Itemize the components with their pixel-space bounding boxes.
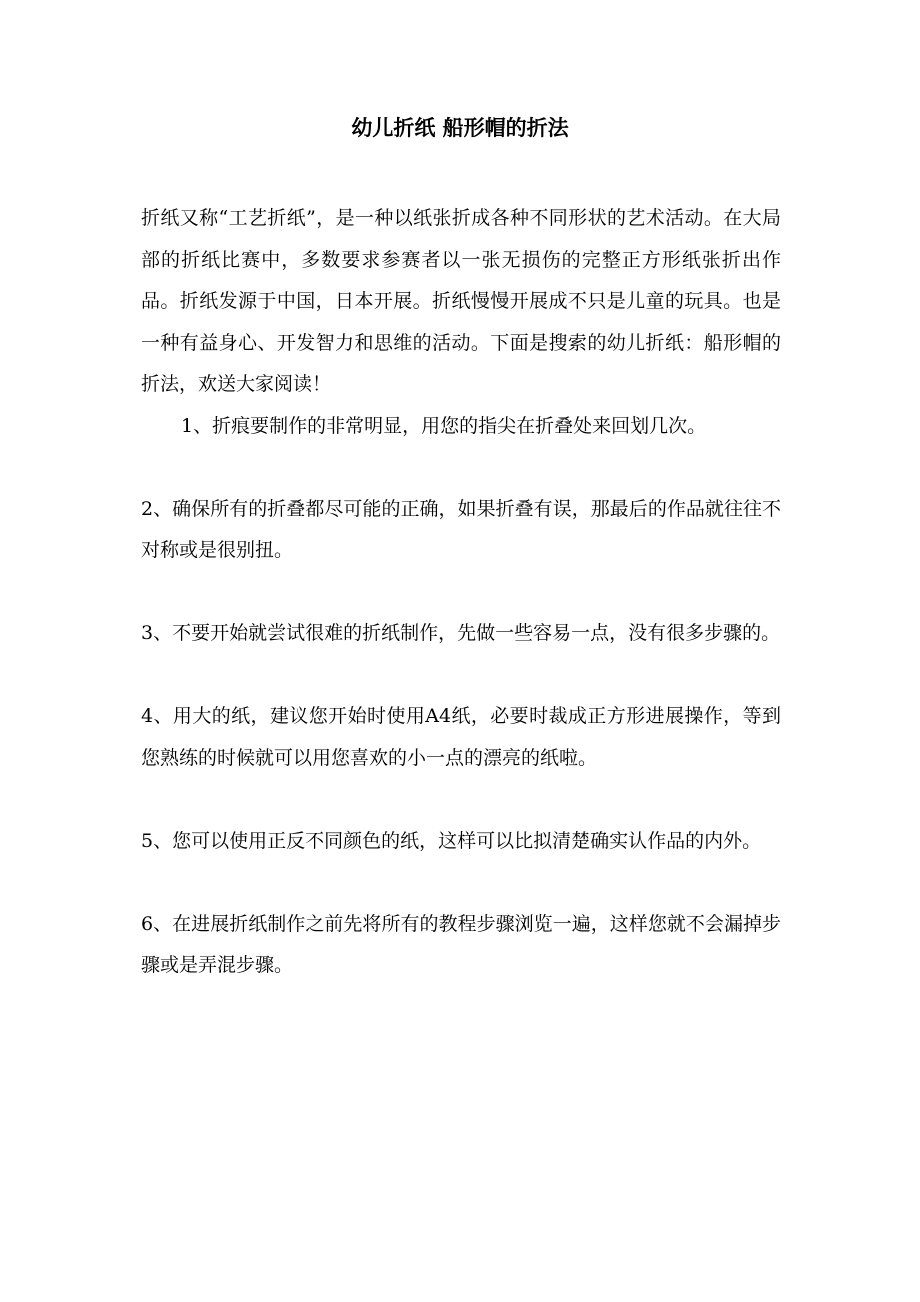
tip-paragraph-4: 4、用大的纸，建议您开始时使用A4纸，必要时裁成正方形进展操作，等到您熟练的时候就可以用您喜欢的小一点的漂亮的纸啦。 (141, 705, 781, 769)
paragraph-spacer (141, 655, 781, 697)
document-body (141, 198, 781, 987)
paragraph-spacer (141, 862, 781, 904)
tip-paragraph-1: 1、折痕要制作的非常明显，用您的指尖在折叠处来回划几次。 (181, 414, 707, 437)
tip-paragraph-6: 6、在进展折纸制作之前先将所有的教程步骤浏览一遍，这样您就不会漏掉步骤或是弄混步骤。 (141, 912, 781, 976)
tip-paragraph-3: 3、不要开始就尝试很难的折纸制作，先做一些容易一点，没有很多步骤的。 (141, 622, 781, 644)
intro-paragraph: 折纸又称“工艺折纸”，是一种以纸张折成各种不同形状的艺术活动。在大局部的折纸比赛中，多数要求参赛者以一张无损伤的完整正方形纸张折出作品。折纸发源于中国，日本开展。折纸慢慢开展成不只是儿童的玩具。也是一种有益身心、开发智力和思维的活动。下面是搜索的幼儿折纸：船形帽的折法，欢送大家阅读！ (141, 207, 781, 395)
tip-paragraph-5: 5、您可以使用正反不同颜色的纸，这样可以比拟清楚确实认作品的内外。 (141, 829, 762, 852)
page-title: 幼儿折纸 船形帽的折法 (351, 115, 569, 140)
paragraph-spacer (141, 572, 781, 614)
tip-paragraph-2: 2、确保所有的折叠都尽可能的正确，如果折叠有误，那最后的作品就往往不对称或是很别扭。 (141, 497, 781, 561)
paragraph-spacer (141, 779, 781, 821)
paragraph-spacer (141, 447, 781, 489)
